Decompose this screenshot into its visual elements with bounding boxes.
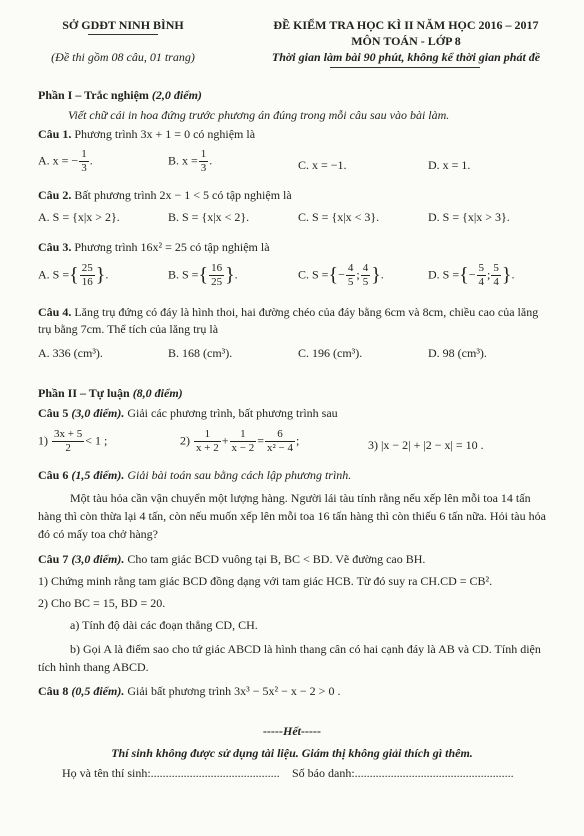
part1-instruction: Viết chữ cái in hoa đứng trước phương án đúng trong mỗi câu sau vào bài làm. [68,108,450,122]
q2-option-c: C. S = {x|x < 3}. [298,210,380,224]
q1-option-d: D. x = 1. [428,158,471,172]
q2-option-b: B. S = {x|x < 2}. [168,210,250,224]
candidate-name-line: Họ và tên thí sinh:........................................... [62,766,280,780]
q3-option-c: C. S ={− $\frac{4}{5}$ ; $\frac{4}{5}$ }. [298,262,384,288]
question-4: Câu 4. Lăng trụ đứng có đáy là hình thoi, hai đường chéo của đáy bằng 6cm và 8cm, chiều cao của lăng trụ bằng 7cm. Thể tích của lăng trụ là [38,305,539,336]
q7-part-2b: b) Gọi A là điểm sao cho tứ giác ABCD là hình thang cân có hai cạnh đáy là AB và CD. Tính diện tích hình thang ABCD. [38,642,541,674]
q2-option-a: A. S = {x|x > 2}. [38,210,120,224]
q4-option-c: C. 196 (cm³). [298,346,363,360]
question-3: Câu 3. Phương trình 16x² = 25 có tập nghiệm là [38,240,270,254]
page-count-note: (Đề thi gồm 08 câu, 01 trang) [51,50,195,64]
q7-part-2: 2) Cho BC = 15, BD = 20. [38,596,166,610]
question-7: Câu 7 (3,0 điểm). Cho tam giác BCD vuông tại B, BC < BD. Vẽ đường cao BH. [38,552,426,566]
q3-option-a: A. S ={ $\frac{25}{16}$ }. [38,262,109,288]
exam-title: ĐỀ KIỂM TRA HỌC KÌ II NĂM HỌC 2016 – 2017 [273,18,539,32]
question-8: Câu 8 (0,5 điểm). Giải bất phương trình 3x³ − 5x² − x − 2 > 0 . [38,684,341,698]
q7-part-2a: a) Tính độ dài các đoạn thẳng CD, CH. [70,618,258,632]
question-5: Câu 5 (3,0 điểm). Giải các phương trình, bất phương trình sau [38,406,338,420]
question-1: Câu 1. Phương trình 3x + 1 = 0 có nghiệm là [38,127,256,141]
q5-equation-2: 2) $\frac{1}{x + 2}$ + $\frac{1}{x - 2}$ = $\frac{6}{\text{x² − 4}}$ ; [180,428,300,454]
exam-subject: MÔN TOÁN - LỚP 8 [351,34,461,48]
q1-option-a: A. x = − $\frac{1}{3}$ . [38,148,93,174]
q7-part-1: 1) Chứng minh rằng tam giác BCD đồng dạng với tam giác HCB. Từ đó suy ra CH.CD = CB². [38,574,493,588]
question-6: Câu 6 (1,5 điểm). Giải bài toán sau bằng cách lập phương trình. [38,468,352,482]
department-title: SỞ GDĐT NINH BÌNH [62,18,184,32]
q4-option-a: A. 336 (cm³). [38,346,103,360]
q3-option-b: B. S ={ $\frac{16}{25}$ }. [168,262,238,288]
part1-heading: Phần I – Trắc nghiệm (2,0 điểm) [38,88,202,102]
exam-time: Thời gian làm bài 90 phút, không kể thời gian phát đề [271,50,541,64]
q4-option-b: B. 168 (cm³). [168,346,233,360]
q3-option-d: D. S ={− $\frac{5}{4}$ ; $\frac{5}{4}$ }. [428,262,515,288]
end-marker: -----Hết----- [263,724,321,738]
exam-underline [330,67,480,68]
q5-equation-1: 1) $\frac{3x + 5}{2}$ < 1 ; [38,428,108,454]
q1-option-b: B. x = $\frac{1}{3}$ . [168,148,213,174]
q2-option-d: D. S = {x|x > 3}. [428,210,510,224]
part2-heading: Phần II – Tự luận (8,0 điểm) [38,386,183,400]
candidate-note: Thí sinh không được sử dụng tài liệu. Giám thị không giải thích gì thêm. [111,746,473,760]
q5-equation-3: 3) |x − 2| + |2 − x| = 10 . [368,438,484,452]
q6-problem: Một tàu hỏa cần vận chuyển một lượng hàng. Người lái tàu tính rằng nếu xếp lên mỗi toa 14 tấn hàng thì còn thừa lại 4 tấn, còn nếu muốn xếp lên mỗi toa 16 tấn hàng thì còn thiếu 6 tấn nữa. Hỏi tàu hỏa đó có mấy toa chở hàng? [38,491,546,541]
department-underline [88,34,158,35]
q1-option-c: C. x = −1. [298,158,347,172]
question-2: Câu 2. Bất phương trình 2x − 1 < 5 có tập nghiệm là [38,188,292,202]
q4-option-d: D. 98 (cm³). [428,346,487,360]
candidate-number-line: Số báo danh:..................................................... [292,766,514,780]
